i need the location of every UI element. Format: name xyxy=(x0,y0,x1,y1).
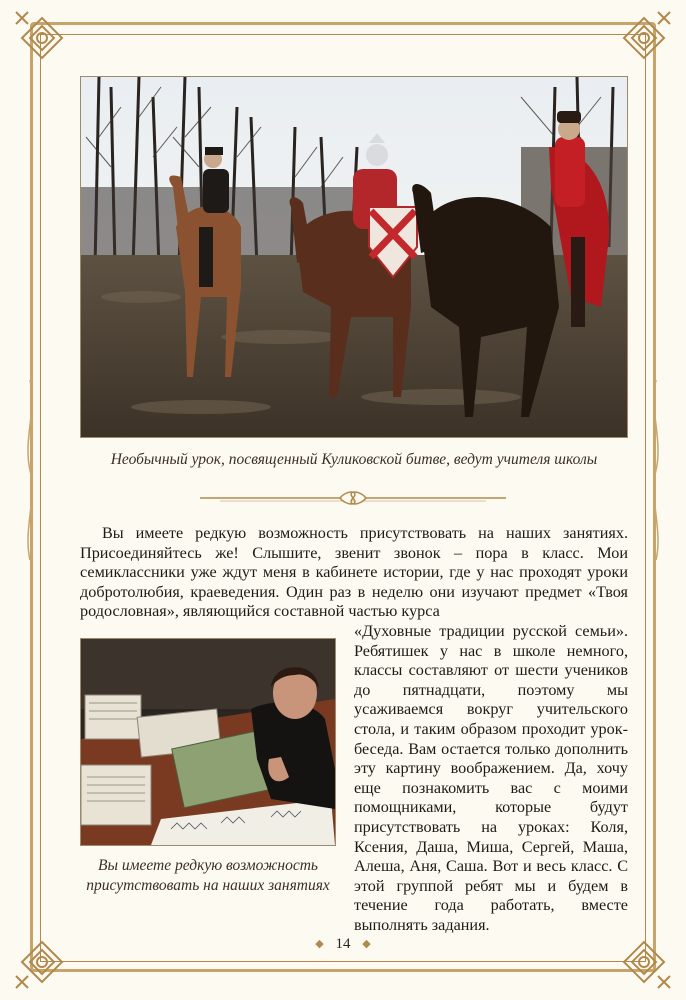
student-photo-illustration xyxy=(81,639,335,845)
page-number-footer xyxy=(0,936,686,953)
photo-riders-on-horses xyxy=(80,76,628,438)
diamond-ornament-icon: ◆ xyxy=(362,938,371,950)
paragraph-continuation: «Духовные традиции русской семьи». Ребятишек у нас в школе немного, классы составляют от шести учеников до пятнадцати, поэтому мы усаживаемся вокруг учительского стола, и таким образом проходит урок-беседа. Вам остается только дополнить эту картину воображением. Да, хочу еще познакомить вас с моими помощниками, которые будут присутствовать на уроках: Коля, Ксения, Даша, Миша, Сергей, Маша, Алеша, Аня, Саша. Вот и весь класс. С этой группой ребят мы и будем в течение года работать, вместе выполнять задания. xyxy=(354,622,628,934)
diamond-ornament-icon: ◆ xyxy=(315,938,324,950)
ornamental-divider-icon xyxy=(200,490,506,506)
photo-caption-small: Вы имеете редкую возможность присутствовать на наших занятиях xyxy=(86,857,330,894)
page-number: 14 xyxy=(335,936,351,952)
side-ornament-icon xyxy=(23,380,37,560)
side-ornament-icon xyxy=(649,380,663,560)
celtic-knot-corner-icon xyxy=(12,8,72,68)
paragraph-intro: Вы имеете редкую возможность присутствовать на наших занятиях. Присоединяйтесь же! Слышите, звенит звонок – пора в класс. Мои семиклассники уже ждут меня в кабинете истории, где у нас проходят уроки добротолюбия, краеведения. Один раз в неделю они изучают предмет «Твоя родословная», являющийся составной частью курса xyxy=(80,524,628,621)
photo-student-with-books xyxy=(80,638,336,846)
photo-caption-top: Необычный урок, посвященный Куликовской битве, ведут учителя школы xyxy=(110,451,598,468)
riders-photo-illustration xyxy=(81,77,627,437)
celtic-knot-corner-icon xyxy=(614,8,674,68)
